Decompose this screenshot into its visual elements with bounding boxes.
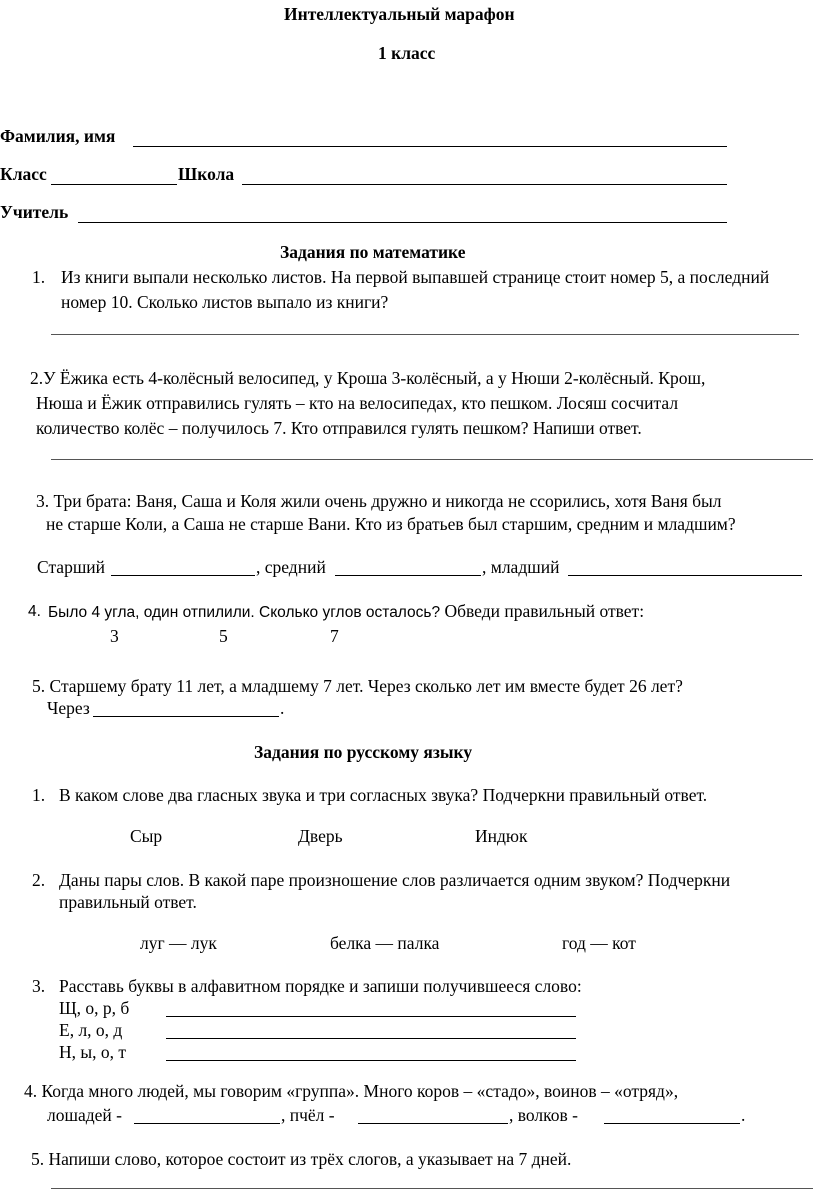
middle-label: , средний	[256, 557, 326, 577]
rus-q1-option-2[interactable]: Дверь	[298, 826, 343, 846]
rus-q2-line1: Даны пары слов. В какой паре произношение слов различается одним звуком? Подчеркни	[59, 870, 731, 890]
math-q3-line1: 3. Три брата: Ваня, Саша и Коля жили очень дружно и никогда не ссорились, хотя Ваня был	[36, 491, 722, 511]
math-q4-option-3[interactable]: 7	[330, 626, 339, 646]
math-q1-line1: Из книги выпали несколько листов. На первой выпавшей странице стоит номер 5, а последний	[61, 267, 770, 287]
rus-q4-period: .	[741, 1105, 746, 1125]
rus-q2-option-1[interactable]: луг — лук	[140, 933, 217, 953]
math-q2-answer-line[interactable]	[51, 459, 813, 460]
math-q2-line2: Нюша и Ёжик отправились гулять – кто на велосипедах, кто пешком. Лосяш сосчитал	[36, 393, 679, 413]
rus-q3-text: Расставь буквы в алфавитном порядке и запиши получившееся слово:	[59, 976, 582, 996]
name-label: Фамилия, имя	[0, 126, 116, 146]
rus-q3-set-2: Е, л, о, д	[59, 1020, 123, 1040]
math-q4-option-2[interactable]: 5	[219, 626, 228, 646]
math-q2-line1: 2.У Ёжика есть 4-колёсный велосипед, у Кроша 3-колёсный, а у Нюши 2-колёсный. Крош,	[30, 368, 706, 388]
grade-label: 1 класс	[378, 43, 436, 63]
rus-q5-line1: 5. Напиши слово, которое состоит из трёх слогов, а указывает на 7 дней.	[31, 1149, 572, 1169]
name-field-line[interactable]	[133, 146, 727, 147]
oldest-label: Старший	[37, 557, 106, 577]
math-q1-number: 1.	[32, 267, 46, 287]
math-q4-text-serif: Обведи правильный ответ:	[444, 601, 645, 621]
math-q4-number: 4.	[28, 603, 41, 620]
math-q3-line2: не старше Коли, а Саша не старше Вани. Кто из братьев был старшим, средним и младшим?	[46, 514, 736, 534]
rus-q2-option-3[interactable]: год — кот	[562, 933, 636, 953]
rus-q3-number: 3.	[32, 976, 46, 996]
wolves-answer-line[interactable]	[604, 1123, 740, 1124]
math-q5-period: .	[280, 698, 285, 718]
oldest-answer-line[interactable]	[111, 575, 255, 576]
rus-q3-set-1: Щ, о, р, б	[59, 998, 130, 1018]
math-q4-text-sans: Было 4 угла, один отпилили. Сколько углов осталось?	[48, 604, 441, 621]
rus-q1-option-1[interactable]: Сыр	[130, 826, 163, 846]
math-heading: Задания по математике	[280, 242, 466, 262]
school-label: Школа	[178, 164, 235, 184]
school-field-line[interactable]	[242, 184, 727, 185]
rus-q2-line2: правильный ответ.	[59, 892, 197, 912]
bees-label: , пчёл -	[281, 1105, 335, 1125]
page-title: Интеллектуальный марафон	[284, 4, 515, 24]
class-field-line[interactable]	[51, 184, 177, 185]
rus-q2-number: 2.	[32, 870, 46, 890]
wolves-label: , волков -	[509, 1105, 578, 1125]
rus-q1-number: 1.	[32, 785, 46, 805]
rus-q3-set-3: Н, ы, о, т	[59, 1042, 127, 1062]
rus-q3-answer-line-1[interactable]	[166, 1016, 576, 1017]
math-q1-line2: номер 10. Сколько листов выпало из книги?	[61, 292, 389, 312]
middle-answer-line[interactable]	[335, 575, 481, 576]
teacher-label: Учитель	[0, 202, 69, 222]
rus-q1-text: В каком слове два гласных звука и три согласных звука? Подчеркни правильный ответ.	[59, 785, 708, 805]
math-q1-answer-line[interactable]	[51, 334, 799, 335]
rus-q3-answer-line-2[interactable]	[166, 1038, 576, 1039]
rus-q5-answer-line[interactable]	[51, 1188, 813, 1189]
math-q5-answer-line[interactable]	[93, 716, 279, 717]
math-q4-text	[48, 601, 644, 622]
rus-q3-answer-line-3[interactable]	[166, 1060, 576, 1061]
class-label: Класс	[0, 164, 47, 184]
math-q5-line2: Через	[47, 698, 90, 718]
teacher-field-line[interactable]	[78, 222, 727, 223]
rus-q1-option-3[interactable]: Индюк	[475, 826, 528, 846]
rus-q2-option-2[interactable]: белка — палка	[330, 933, 440, 953]
youngest-label: , младший	[482, 557, 560, 577]
math-q4-option-1[interactable]: 3	[110, 626, 119, 646]
rus-q4-line1: 4. Когда много людей, мы говорим «группа». Много коров – «стадо», воинов – «отряд»,	[24, 1081, 679, 1101]
youngest-answer-line[interactable]	[568, 575, 802, 576]
horses-label: лошадей -	[47, 1105, 122, 1125]
russian-heading: Задания по русскому языку	[254, 742, 473, 762]
math-q5-line1: 5. Старшему брату 11 лет, а младшему 7 лет. Через сколько лет им вместе будет 26 лет?	[32, 676, 683, 696]
horses-answer-line[interactable]	[134, 1123, 280, 1124]
bees-answer-line[interactable]	[358, 1123, 508, 1124]
math-q2-line3: количество колёс – получилось 7. Кто отправился гулять пешком? Напиши ответ.	[36, 418, 642, 438]
